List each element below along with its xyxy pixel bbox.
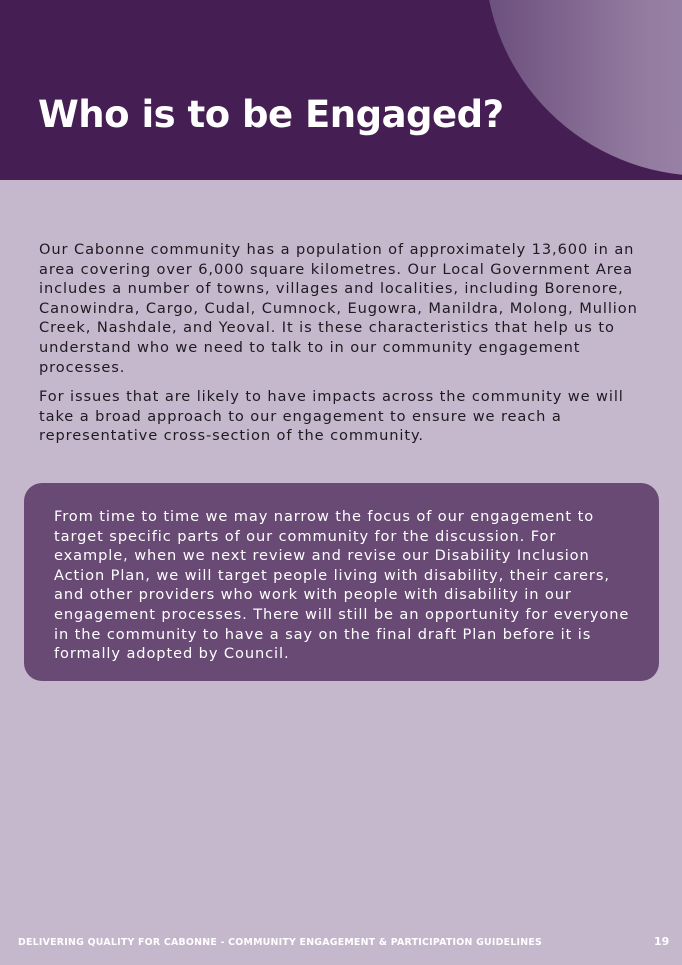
page-number: 19 (654, 935, 670, 948)
footer-title: DELIVERING QUALITY FOR CABONNE - COMMUNITY ENGAGEMENT & PARTICIPATION GUIDELINES (18, 937, 543, 948)
callout-box (24, 483, 659, 681)
intro-paragraph: Our Cabonne community has a population of approximately 13,600 in an area covering over 6,000 square kilometres. Our Local Government Area includes a number of towns, villages and localities, including Borenore, Canowindra, Cargo, Cudal, Cumnock, Eugowra, Manildra, Molong, Mullion Creek, Nashdale, and Yeoval. It is these characteristics that help us to understand who we need to talk to in our community engagement processes. (39, 241, 638, 376)
page-header (0, 0, 682, 180)
callout-text: From time to time we may narrow the focus of our engagement to target specific parts of our community for the discussion. For example, when we next review and revise our Disability Inclusion Action Plan, we will target people living with disability, their carers, and other providers who work with people with disability in our engagement processes. There will still be an opportunity for everyone in the community to have a say on the final draft Plan before it is formally adopted by Council. (54, 508, 630, 663)
decorative-circle (485, 0, 682, 176)
page-title: Who is to be Engaged? (38, 93, 504, 136)
approach-paragraph: For issues that are likely to have impacts across the community we will take a broad approach to our engagement to ensure we reach a representative cross-section of the community. (39, 388, 624, 445)
